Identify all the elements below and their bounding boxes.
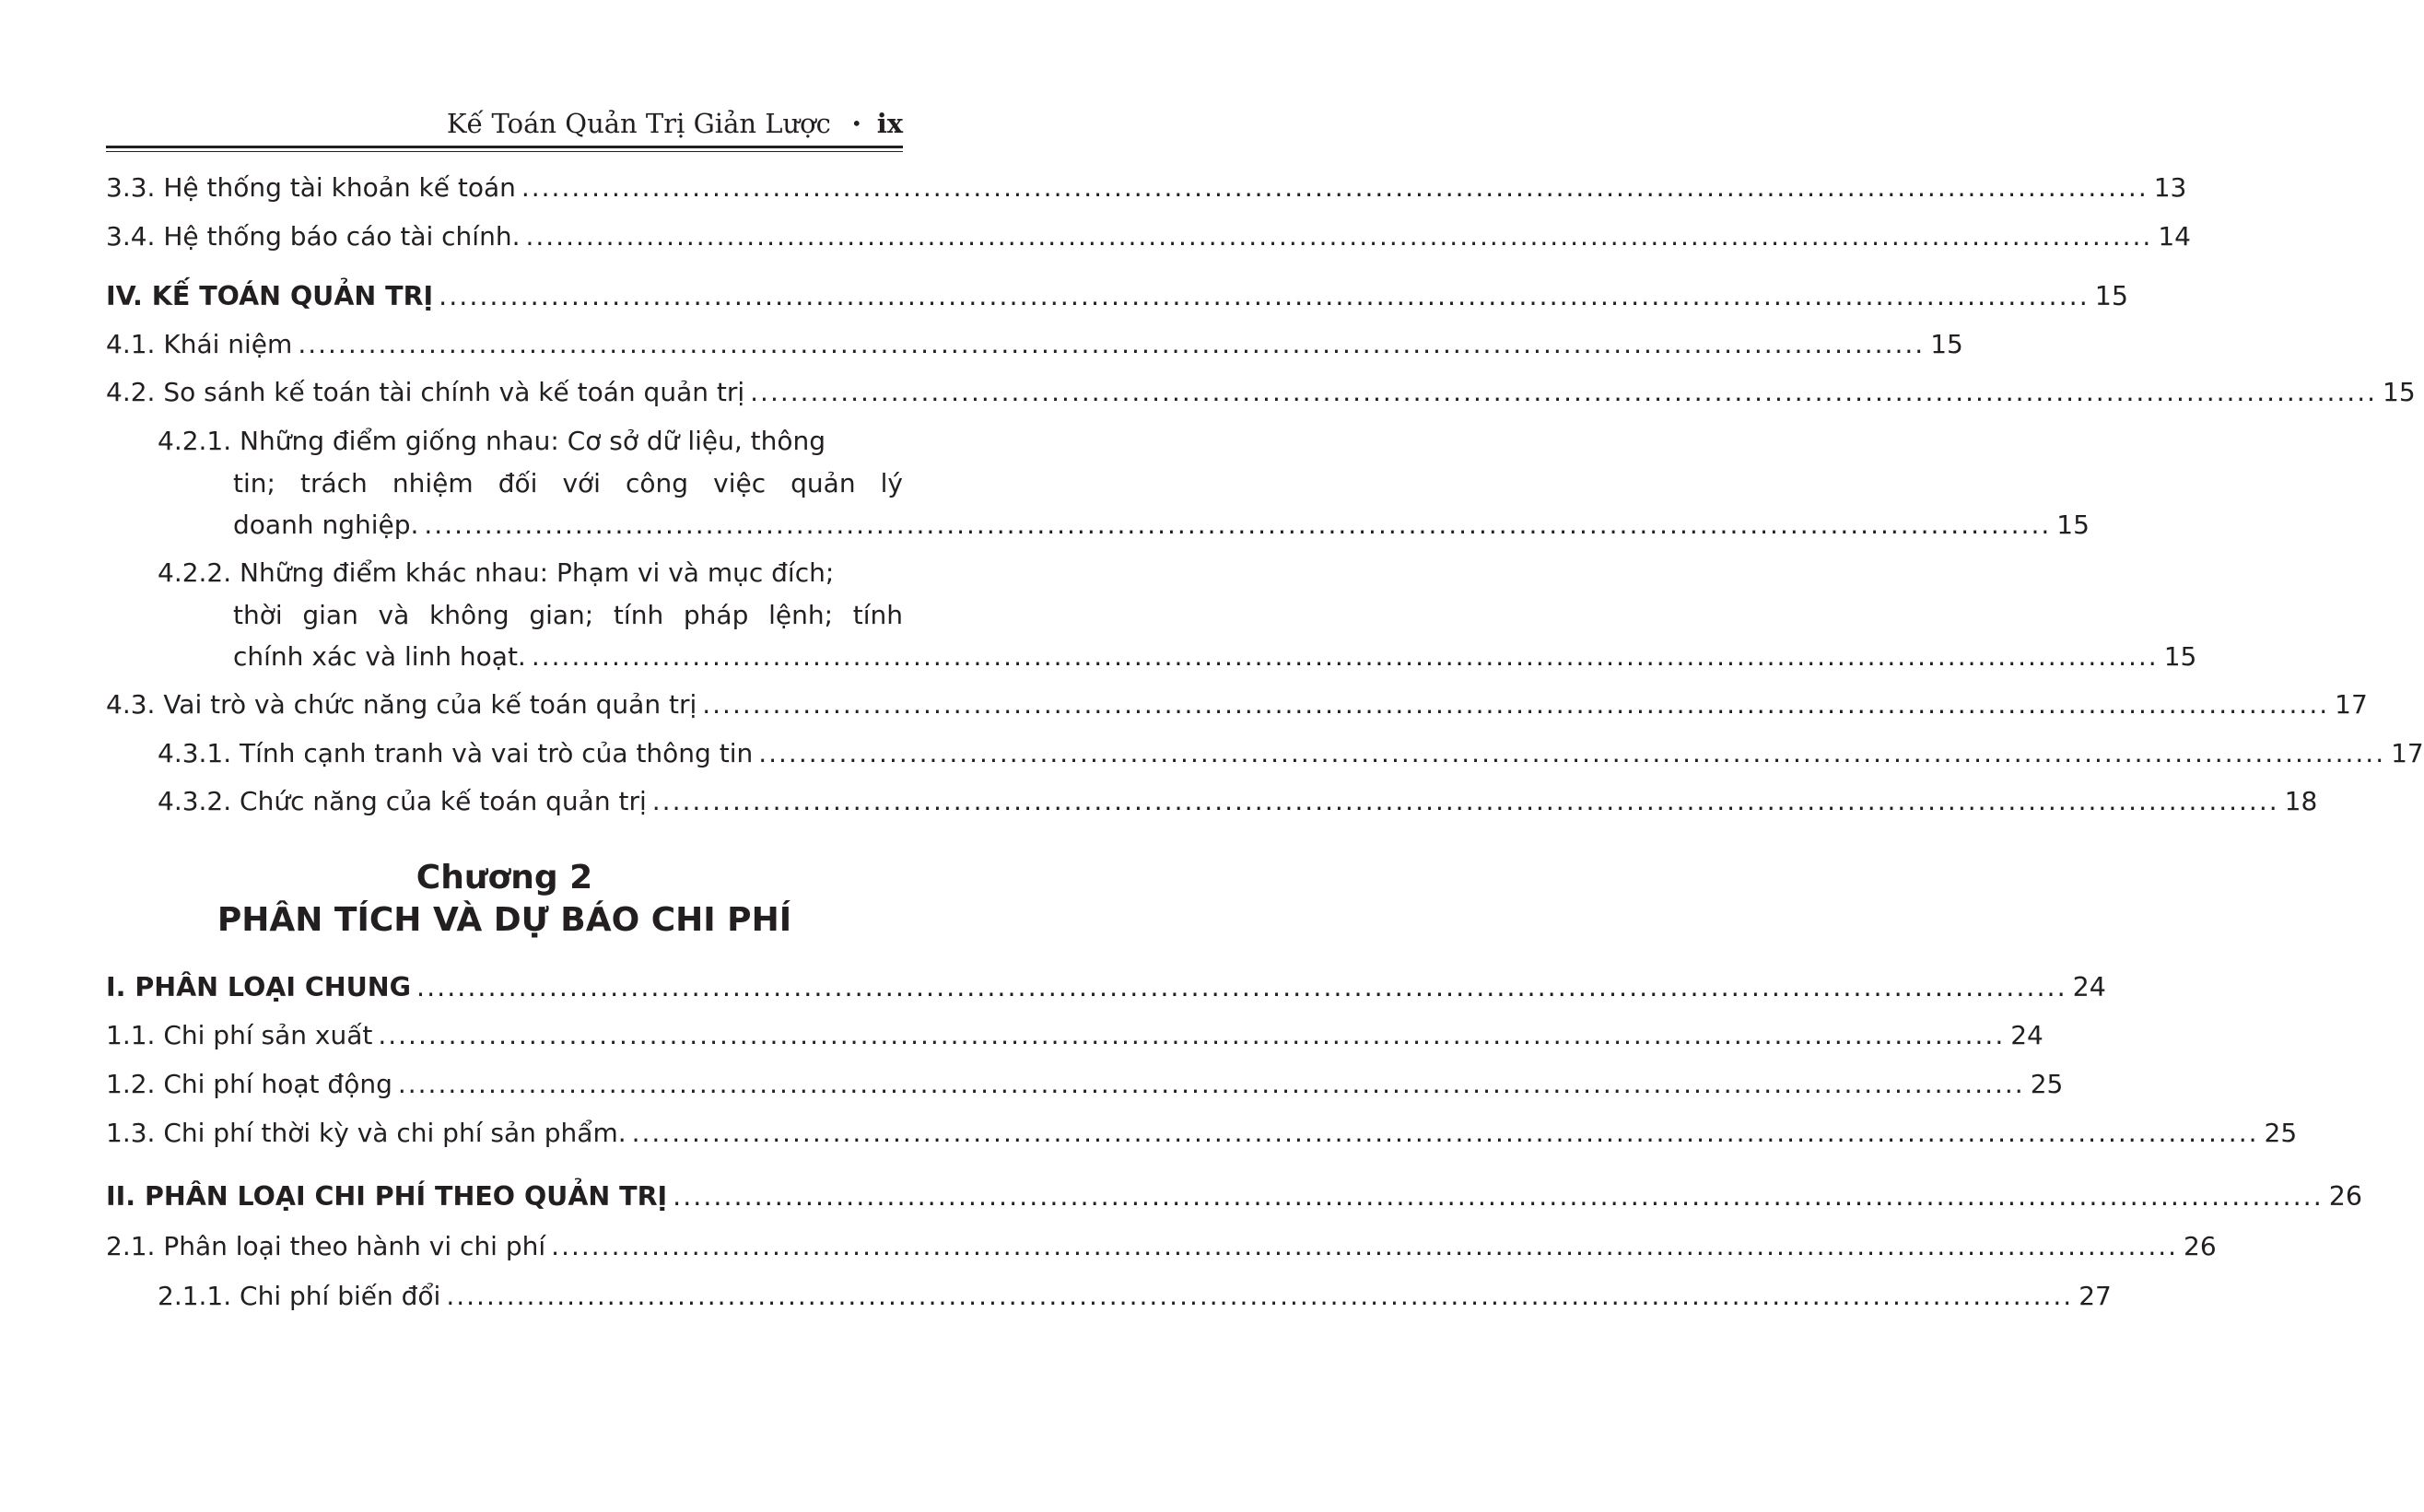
toc-entry-page: 25 <box>2030 1069 2064 1099</box>
header-bullet: • <box>850 112 862 135</box>
toc-section-ii[interactable] <box>106 1178 2363 1215</box>
toc-entry-page: 17 <box>2391 738 2424 768</box>
toc-entry-page: 15 <box>2383 377 2416 407</box>
toc-entry-page: 15 <box>2163 641 2197 672</box>
toc-entry-label: 4.2. So sánh kế toán tài chính và kế toán quản trị <box>106 377 745 407</box>
toc-entry-4-2-1-line2[interactable]: tin; trách nhiệm đối với công việc quản lý <box>233 468 903 498</box>
toc-entry-1-2[interactable] <box>106 1066 2064 1103</box>
dot-leader: .................................................................................................................................................................. <box>378 1020 2006 1050</box>
toc-entry-label: 2.1.1. Chi phí biến đổi <box>158 1281 441 1311</box>
dot-leader: .................................................................................................................................................................. <box>439 281 2090 311</box>
toc-entry-4-1[interactable] <box>106 326 1963 363</box>
running-header <box>106 103 903 144</box>
toc-entry-4-2-1-line1[interactable]: 4.2.1. Những điểm giống nhau: Cơ sở dữ liệu, thông <box>158 426 826 456</box>
dot-leader: .................................................................................................................................................................. <box>531 641 2159 672</box>
toc-entry-label: 1.3. Chi phí thời kỳ và chi phí sản phẩm. <box>106 1118 626 1148</box>
toc-entry-label: 3.4. Hệ thống báo cáo tài chính. <box>106 221 521 252</box>
dot-leader: .................................................................................................................................................................. <box>758 738 2386 768</box>
toc-entry-label: 4.3. Vai trò và chức năng của kế toán quản trị <box>106 689 697 720</box>
toc-entry-label: I. PHÂN LOẠI CHUNG <box>106 972 412 1002</box>
dot-leader: .................................................................................................................................................................. <box>525 221 2153 252</box>
dot-leader: .................................................................................................................................................................. <box>397 1069 2025 1099</box>
toc-entry-4-2-1[interactable] <box>233 507 2090 544</box>
toc-entry-label: II. PHÂN LOẠI CHI PHÍ THEO QUẢN TRỊ <box>106 1181 668 1212</box>
toc-entry-3-3[interactable] <box>106 170 2187 206</box>
toc-entry-2-1-1[interactable] <box>158 1278 2112 1315</box>
toc-entry-1-1[interactable] <box>106 1017 2043 1054</box>
dot-leader: .................................................................................................................................................................. <box>446 1281 2074 1311</box>
toc-entry-page: 14 <box>2158 221 2191 252</box>
toc-entry-2-1[interactable] <box>106 1228 2217 1265</box>
toc-entry-page: 15 <box>1930 329 1963 359</box>
toc-entry-4-2[interactable] <box>106 374 2416 411</box>
toc-entry-4-2-2-line2[interactable]: thời gian và không gian; tính pháp lệnh; tính <box>233 600 903 630</box>
toc-entry-4-3[interactable] <box>106 686 2368 723</box>
dot-leader: .................................................................................................................................................................. <box>298 329 1926 359</box>
dot-leader: .................................................................................................................................................................. <box>424 510 2052 540</box>
toc-entry-page: 17 <box>2335 689 2368 720</box>
toc-section-iv[interactable] <box>106 278 2129 315</box>
dot-leader: .................................................................................................................................................................. <box>416 972 2067 1002</box>
book-title: Kế Toán Quản Trị Giản Lược <box>446 108 831 139</box>
toc-entry-page: 15 <box>2056 510 2090 540</box>
toc-entry-label: doanh nghiệp. <box>233 510 419 540</box>
toc-entry-page: 15 <box>2094 281 2129 311</box>
toc-entry-4-3-2[interactable] <box>158 783 2318 820</box>
toc-entry-page: 24 <box>2010 1020 2043 1050</box>
toc-entry-label: 3.3. Hệ thống tài khoản kế toán <box>106 172 516 203</box>
toc-section-i[interactable] <box>106 969 2106 1006</box>
toc-entry-4-3-1[interactable] <box>158 735 2424 772</box>
toc-entry-label: 1.2. Chi phí hoạt động <box>106 1069 392 1099</box>
toc-entry-label: 4.3.2. Chức năng của kế toán quản trị <box>158 786 647 816</box>
toc-entry-page: 25 <box>2264 1118 2298 1148</box>
header-rule <box>106 146 903 148</box>
dot-leader: .................................................................................................................................................................. <box>631 1118 2259 1148</box>
toc-entry-page: 27 <box>2079 1281 2112 1311</box>
page-number: ix <box>876 108 903 139</box>
toc-entry-page: 26 <box>2184 1231 2217 1261</box>
toc-entry-4-2-2[interactable] <box>233 639 2197 675</box>
toc-entry-page: 26 <box>2328 1181 2363 1212</box>
toc-entry-page: 13 <box>2153 172 2187 203</box>
chapter-number: Chương 2 <box>416 859 593 897</box>
chapter-title: PHÂN TÍCH VÀ DỰ BÁO CHI PHÍ <box>217 901 792 939</box>
dot-leader: .................................................................................................................................................................. <box>750 377 2378 407</box>
dot-leader: .................................................................................................................................................................. <box>551 1231 2179 1261</box>
toc-entry-page: 18 <box>2284 786 2318 816</box>
toc-entry-label: chính xác và linh hoạt. <box>233 641 526 672</box>
toc-entry-1-3[interactable] <box>106 1115 2298 1152</box>
toc-entry-label: IV. KẾ TOÁN QUẢN TRỊ <box>106 281 434 311</box>
toc-entry-label: 4.3.1. Tính cạnh tranh và vai trò của thông tin <box>158 738 754 768</box>
toc-entry-3-4[interactable] <box>106 218 2191 255</box>
toc-entry-4-2-2-line1[interactable]: 4.2.2. Những điểm khác nhau: Phạm vi và mục đích; <box>158 557 835 588</box>
dot-leader: .................................................................................................................................................................. <box>673 1181 2324 1212</box>
dot-leader: .................................................................................................................................................................. <box>702 689 2330 720</box>
header-rule-thin <box>106 151 903 152</box>
dot-leader: .................................................................................................................................................................. <box>651 786 2279 816</box>
toc-entry-page: 24 <box>2072 972 2106 1002</box>
toc-entry-label: 4.1. Khái niệm <box>106 329 293 359</box>
toc-entry-label: 1.1. Chi phí sản xuất <box>106 1020 373 1050</box>
toc-entry-label: 2.1. Phân loại theo hành vi chi phí <box>106 1231 546 1261</box>
dot-leader: .................................................................................................................................................................. <box>521 172 2149 203</box>
